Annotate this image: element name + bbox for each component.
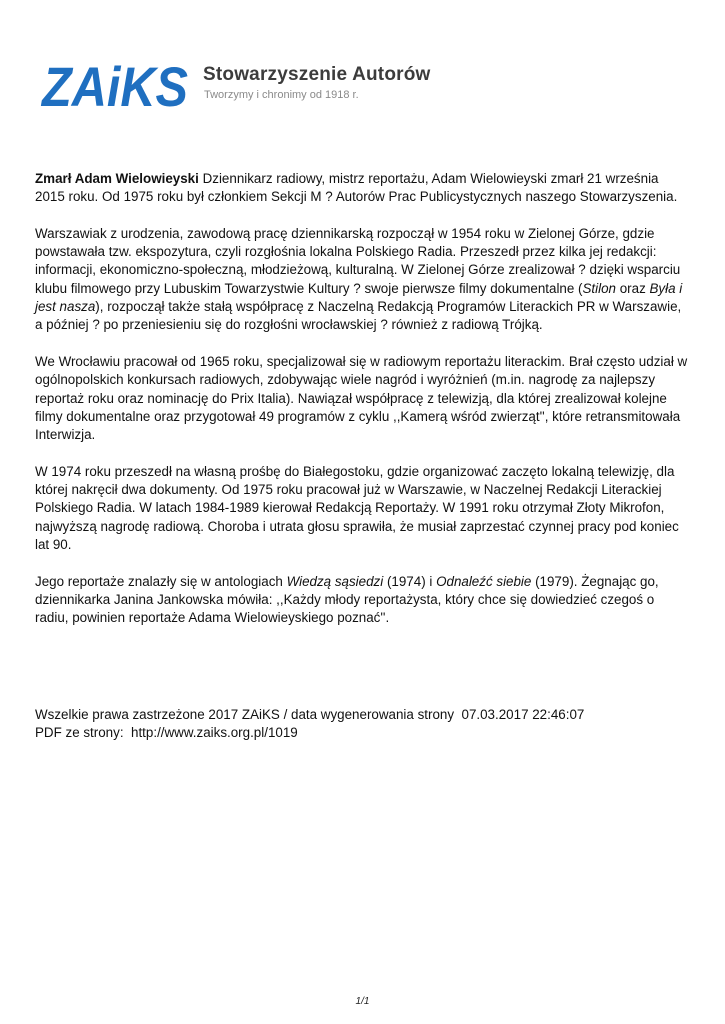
zaiks-logo[interactable]	[40, 55, 190, 118]
article-title: Zmarł Adam Wielowieyski	[35, 171, 199, 186]
logo-text: ZAiKS	[40, 55, 189, 118]
source-line	[35, 724, 690, 742]
film-title: Stilon	[582, 280, 616, 296]
film-title: Była i jest nasza	[35, 280, 683, 315]
org-name: Stowarzyszenie Autorów	[203, 64, 431, 85]
org-tagline: Tworzymy i chronimy od 1918 r.	[204, 89, 359, 101]
rights-text: Wszelkie prawa zastrzeżone 2017 ZAiKS / data wygenerowania strony	[35, 707, 455, 722]
book-title: Wiedzą sąsiedzi	[286, 573, 384, 589]
generated-timestamp: 07.03.2017 22:46:07	[461, 707, 585, 722]
page-header	[40, 55, 680, 118]
book-title: Odnaleźć siebie	[436, 573, 532, 589]
rights-line	[35, 706, 690, 724]
article-paragraph-3: We Wrocławiu pracował od 1965 roku, specjalizował się w radiowym reportażu literackim. Brał często udział w ogólnopolskich konkursach radiowych, zdobywając wiele nagród i wyróżnień (m.in. nagrodę za najlepszy reportaż roku oraz nominację do Prix Italia). Nawiązał współpracę z telewizją, dla której zrealizował kolejne filmy dokumentalne oraz przygotował 49 programów z cyklu ,,Kamerą wśród zwierząt'', które retransmitowała Interwizja.	[35, 353, 688, 443]
page-number: 1/1	[355, 996, 370, 1007]
article-paragraph-5: Jego reportaże znalazły się w antologiach Wiedzą sąsiedzi (1974) i Odnaleźć siebie (1979). Żegnając go, dziennikarka Janina Jankowska mówiła: ,,Każdy młody reportażysta, który chce się dowiedzieć czegoś o radiu, powinien reportaże Adama Wielowieyskiego poznać''.	[35, 573, 659, 626]
article-paragraph-1: Zmarł Adam Wielowieyski Dziennikarz radiowy, mistrz reportażu, Adam Wielowieyski zmarł 21 września 2015 roku. Od 1975 roku był członkiem Sekcji M ? Autorów Prac Publicystycznych naszego Stowarzyszenia.	[35, 171, 678, 205]
article-paragraph-2: Warszawiak z urodzenia, zawodową pracę dziennikarską rozpoczął w 1954 roku w Zielonej Górze, gdzie powstawała tzw. ekspozytura, czyli rozgłośnia lokalna Polskiego Radia. Przeszedł przez kilka jej redakcji: informacji, ekonomiczno-społeczną, młodzieżową, kulturalną. W Zielonej Górze zrealizował ? dzięki wsparciu klubu filmowego przy Lubuskim Towarzystwie Kultury ? swoje pierwsze filmy dokumentalne (Stilon oraz Była i jest nasza), rozpoczął także stałą współpracę z Naczelną Redakcją Programów Literackich PR w Warszawie, a później ? po przeniesieniu się do rozgłośni wrocławskiej ? również z radiową Trójką.	[35, 225, 683, 333]
article-body	[35, 170, 690, 646]
source-label: PDF ze strony:	[35, 725, 124, 741]
article-paragraph-4: W 1974 roku przeszedł na własną prośbę do Białegostoku, gdzie organizować zaczęto lokalną telewizję, dla której nakręcił dwa dokumenty. Od 1975 roku pracował już w Warszawie, w Naczelnej Redakcji Literackiej Polskiego Radia. W latach 1984-1989 kierował Redakcją Reportaży. W 1991 roku otrzymał Złoty Mikrofon, najwyższą nagrodę radiową. Choroba i utrata głosu sprawiła, że musiał zaprzestać czynnej pracy pod koniec lat 90.	[35, 463, 679, 552]
source-url-link[interactable]: http://www.zaiks.org.pl/1019	[131, 725, 298, 741]
page-footer	[35, 706, 690, 743]
